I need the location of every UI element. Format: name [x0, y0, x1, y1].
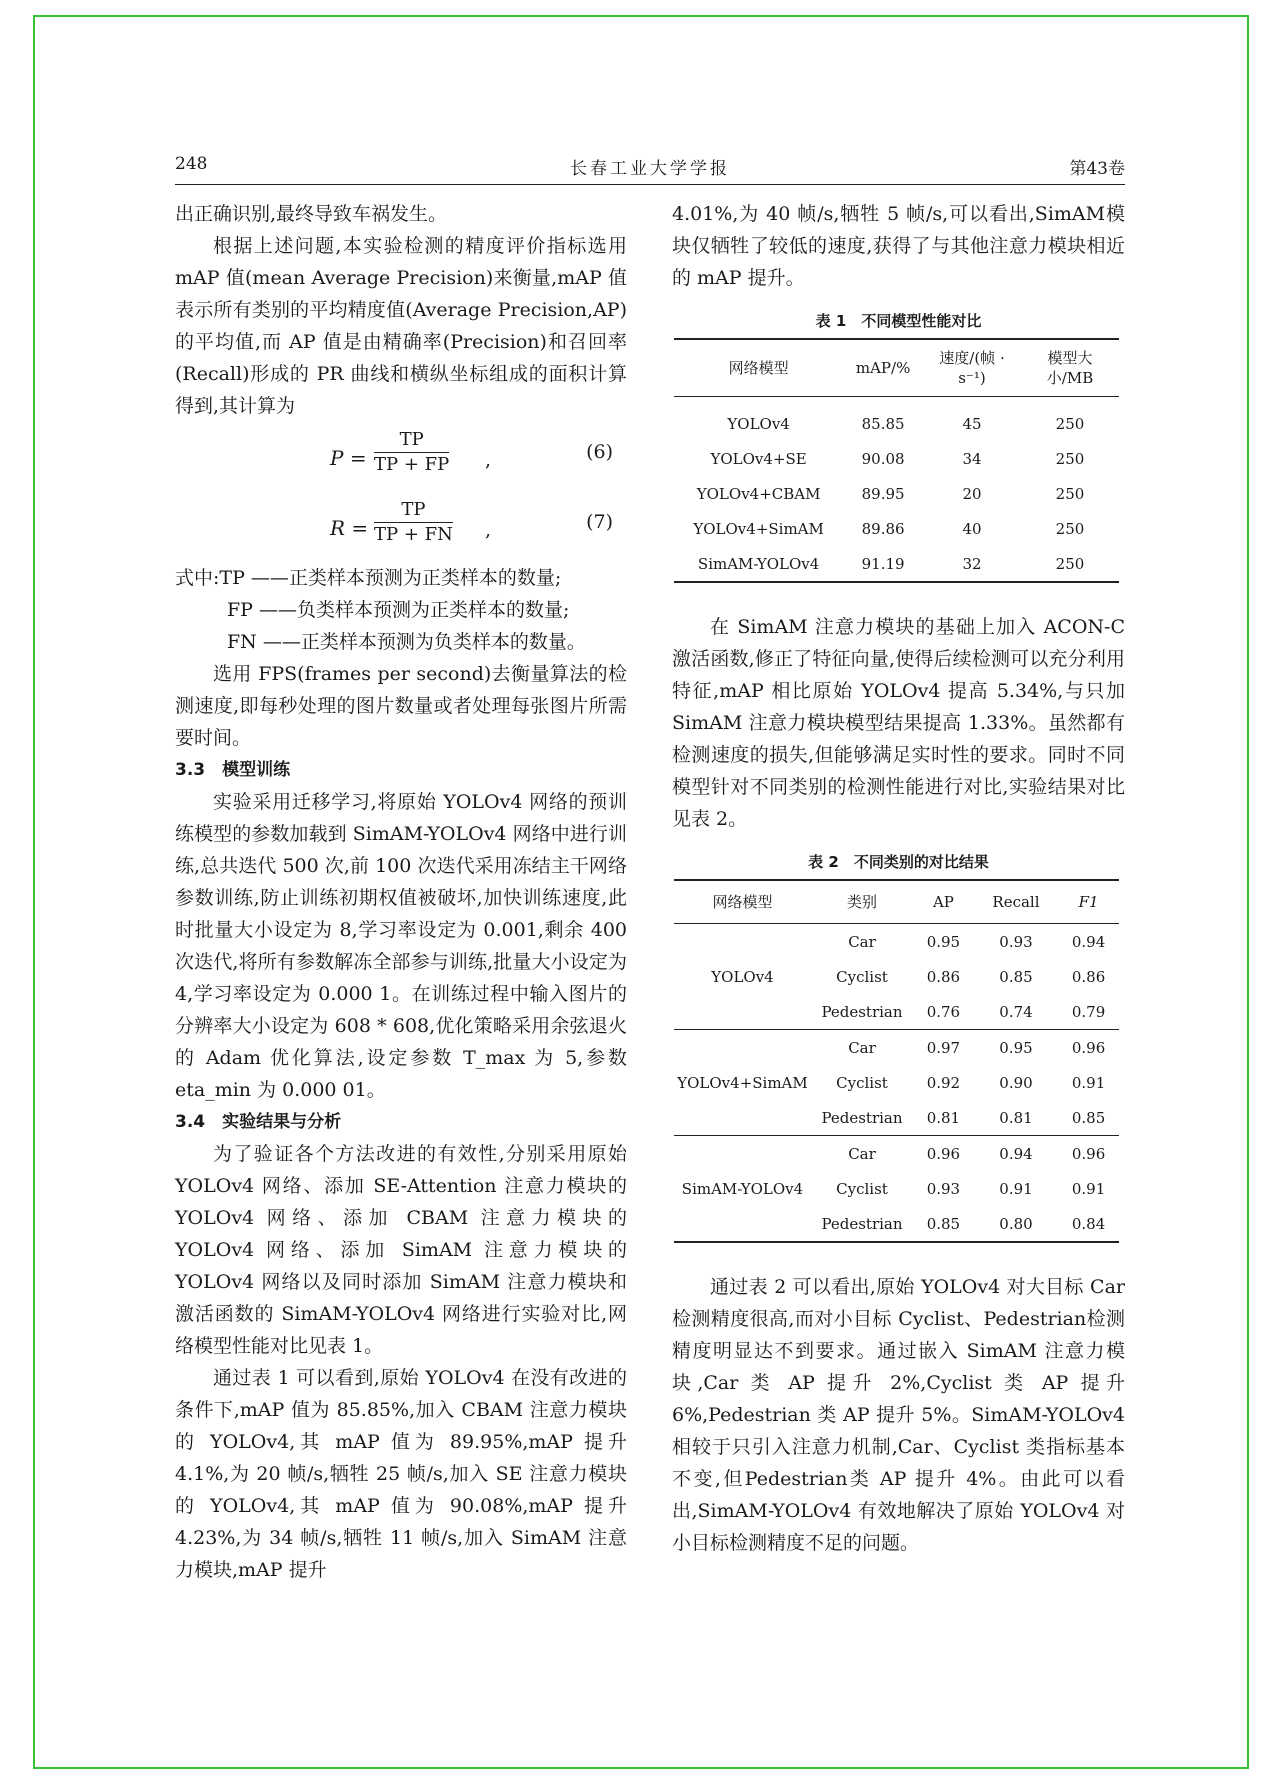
- table1-caption: 表 1 不同模型性能对比: [815, 312, 982, 330]
- table2-header: F1: [1058, 880, 1119, 924]
- paragraph: 根据上述问题,本实验检测的精度评价指标选用 mAP 值(mean Average Precision)来衡量,mAP 值表示所有类别的平均精度值(Average Precision,AP)的平均值,而 AP 值是由精确率(Precision)和召回率(Recall)形成的 PR 曲线和横纵坐标组成的面积计算得到,其计算为: [175, 235, 627, 417]
- volume-label: 第43卷: [1069, 159, 1125, 179]
- table-row: [674, 397, 1119, 442]
- table2-header: AP: [913, 880, 974, 924]
- equation-comma: ,: [485, 449, 492, 471]
- equation-comma: ,: [485, 519, 492, 541]
- table-cell: Cyclist: [836, 1179, 888, 1198]
- table-cell: 250: [1055, 484, 1085, 503]
- table-cell: Pedestrian: [821, 1214, 903, 1233]
- table-cell: 0.95: [926, 932, 961, 951]
- table-cell: Pedestrian: [811, 994, 913, 1030]
- table1: [674, 338, 1119, 583]
- table2-header: Recall: [974, 880, 1058, 924]
- table-cell: 32: [962, 554, 982, 573]
- table-cell: 0.80: [999, 1214, 1033, 1233]
- table-cell: 0.92: [926, 1073, 961, 1092]
- table2: [674, 879, 1119, 1243]
- equation-6: [175, 422, 627, 492]
- left-column: [175, 198, 627, 1586]
- definition-fp: FP ——负类样本预测为正类样本的数量;: [227, 599, 570, 621]
- table-cell: SimAM-YOLOv4: [697, 554, 820, 573]
- equation-number: (6): [586, 441, 613, 463]
- table-cell: 0.91: [1071, 1179, 1106, 1198]
- table-row: [674, 546, 1119, 582]
- table-cell: 0.93: [926, 1179, 961, 1198]
- table-cell: 0.90: [999, 1073, 1033, 1092]
- table-cell: 0.84: [1071, 1214, 1106, 1233]
- table-row: [674, 924, 1119, 960]
- variable-definitions: [175, 562, 627, 658]
- table2-header: 网络模型: [674, 880, 811, 924]
- equation-fraction: [374, 428, 449, 477]
- paragraph: 实验采用迁移学习,将原始 YOLOv4 网络的预训练模型的参数加载到 SimAM-YOLOv4 网络中进行训练,总共迭代 500 次,前 100 次迭代采用冻结主干网络参数训练,防止训练初期权值被破坏,加快训练速度,此时批量大小设定为 8,学习率设定为 0.001,剩余 400 次迭代,将所有参数解冻全部参与训练,批量大小设定为 4,学习率设定为 0.000 1。在训练过程中输入图片的分辨率大小设定为 608 * 608,优化策略采用余弦退火的 Adam 优化算法,设定参数 T_max 为 5,参数 eta_min 为 0.000 01。: [175, 791, 627, 1101]
- table-cell: 0.95: [999, 1038, 1033, 1057]
- page-number: 248: [175, 154, 208, 174]
- table-row: [674, 1030, 1119, 1066]
- table-cell: 85.85: [861, 414, 905, 433]
- table-cell: 0.96: [926, 1144, 961, 1163]
- equation-number: (7): [586, 511, 613, 533]
- table-cell: 0.85: [1058, 1100, 1119, 1136]
- paragraph: 通过表 2 可以看出,原始 YOLOv4 对大目标 Car 检测精度很高,而对小目标 Cyclist、Pedestrian检测精度明显达不到要求。通过嵌入 SimAM 注意力模块,Car 类 AP 提升 2%,Cyclist 类 AP 提升 6%,Pedestrian 类 AP 提升 5%。SimAM-YOLOv4 相较于只引入注意力机制,Car、Cyclist 类指标基本不变,但Pedestrian类 AP 提升 4%。由此可以看出,SimAM-YOLOv4 有效地解决了原始 YOLOv4 对小目标检测精度不足的问题。: [672, 1276, 1125, 1554]
- table-cell: Car: [848, 1144, 876, 1163]
- paragraph: 在 SimAM 注意力模块的基础上加入 ACON-C激活函数,修正了特征向量,使得后续检测可以充分利用特征,mAP 相比原始 YOLOv4 提高 5.34%,与只加 SimAM 注意力模块模型结果提高 1.33%。虽然都有检测速度的损失,但能够满足实时性的要求。同时不同模型针对不同类别的检测性能进行对比,实验结果对比见表 2。: [672, 616, 1125, 830]
- table-cell: 0.94: [1071, 932, 1106, 951]
- fraction-denominator: TP + FN: [374, 524, 453, 545]
- table-cell: 89.95: [861, 484, 905, 503]
- table-row: [674, 441, 1119, 476]
- table-cell: Car: [848, 932, 876, 951]
- section-heading-3-3: 3.3 模型训练: [175, 760, 291, 780]
- table-cell: Car: [848, 1038, 876, 1057]
- equation-7: [175, 492, 627, 562]
- equation-lhs: R =: [330, 516, 369, 540]
- table-cell: YOLOv4+SimAM: [693, 519, 824, 538]
- table-cell: 0.96: [1071, 1144, 1106, 1163]
- table-row: [674, 1136, 1119, 1172]
- paragraph: 4.01%,为 40 帧/s,牺牲 5 帧/s,可以看出,SimAM模块仅牺牲了较低的速度,获得了与其他注意力模块相近的 mAP 提升。: [672, 203, 1125, 289]
- paragraph: 通过表 1 可以看到,原始 YOLOv4 在没有改进的条件下,mAP 值为 85.85%,加入 CBAM 注意力模块的 YOLOv4,其 mAP 值为 89.95%,mAP 提升 4.1%,为 20 帧/s,牺牲 25 帧/s,加入 SE 注意力模块的 YOLOv4,其 mAP 值为 90.08%,mAP 提升 4.23%,为 34 帧/s,牺牲 11 帧/s,加入 SimAM 注意力模块,mAP 提升: [175, 1367, 627, 1581]
- table1-header: mAP/%: [843, 339, 923, 397]
- model-cell: YOLOv4+SimAM: [674, 1030, 811, 1136]
- table-cell: 0.81: [913, 1100, 974, 1136]
- table-cell: 20: [962, 484, 982, 503]
- table-cell: YOLOv4+SE: [710, 449, 807, 468]
- table-cell: 250: [1055, 449, 1085, 468]
- table-cell: 0.91: [1071, 1073, 1106, 1092]
- equation-fraction: [374, 498, 453, 547]
- table-cell: YOLOv4+CBAM: [696, 484, 821, 503]
- table-cell: 0.85: [999, 967, 1033, 986]
- table-cell: 0.86: [926, 967, 961, 986]
- fraction-numerator: TP: [374, 428, 449, 453]
- model-cell: YOLOv4: [674, 924, 811, 1030]
- table-cell: 89.86: [861, 519, 905, 538]
- table-row: [674, 511, 1119, 546]
- fraction-numerator: TP: [374, 498, 453, 523]
- table-cell: 0.76: [913, 994, 974, 1030]
- equation-lhs: P =: [330, 446, 367, 470]
- table-cell: 40: [962, 519, 982, 538]
- section-heading-3-4: 3.4 实验结果与分析: [175, 1112, 342, 1132]
- fraction-denominator: TP + FP: [374, 454, 450, 475]
- table-cell: 0.85: [926, 1214, 961, 1233]
- table1-header: 网络模型: [674, 339, 843, 397]
- table2-caption: 表 2 不同类别的对比结果: [808, 853, 989, 871]
- paragraph: 出正确识别,最终导致车祸发生。: [175, 203, 448, 225]
- table-cell: 0.93: [999, 932, 1033, 951]
- table-cell: 0.91: [999, 1179, 1033, 1198]
- table1-header: 模型大小/MB: [1021, 339, 1119, 397]
- table2-header: 类别: [811, 880, 913, 924]
- table-cell: 0.86: [1071, 967, 1106, 986]
- model-cell: SimAM-YOLOv4: [681, 1179, 804, 1198]
- table-cell: 0.79: [1058, 994, 1119, 1030]
- table1-header: 速度/(帧 · s⁻¹): [923, 339, 1021, 397]
- table-cell: 91.19: [861, 554, 905, 573]
- table-cell: 250: [1055, 519, 1085, 538]
- table-cell: Cyclist: [836, 967, 888, 986]
- table-cell: YOLOv4: [727, 414, 790, 433]
- table-cell: 0.94: [999, 1144, 1033, 1163]
- table-cell: Pedestrian: [811, 1100, 913, 1136]
- definition-tp: 式中:TP ——正类样本预测为正类样本的数量;: [175, 567, 562, 589]
- paragraph: 为了验证各个方法改进的有效性,分别采用原始 YOLOv4 网络、添加 SE-Attention 注意力模块的 YOLOv4 网络、添加 CBAM 注意力模块的 YOLOv4 网络、添加 SimAM 注意力模块的 YOLOv4 网络以及同时添加 SimAM 注意力模块和激活函数的 SimAM-YOLOv4 网络进行实验对比,网络模型性能对比见表 1。: [175, 1143, 627, 1357]
- table-cell: 0.96: [1071, 1038, 1106, 1057]
- table-cell: 45: [962, 414, 982, 433]
- journal-title: 长春工业大学学报: [570, 159, 730, 179]
- table-cell: 0.81: [974, 1100, 1058, 1136]
- table-cell: 250: [1055, 414, 1085, 433]
- running-header: [175, 150, 1125, 185]
- table-cell: 34: [962, 449, 982, 468]
- paragraph: 选用 FPS(frames per second)去衡量算法的检测速度,即每秒处理的图片数量或者处理每张图片所需要时间。: [175, 663, 627, 749]
- table-cell: 0.74: [974, 994, 1058, 1030]
- right-column: [672, 198, 1125, 1559]
- definition-fn: FN ——正类样本预测为负类样本的数量。: [227, 631, 586, 653]
- table-cell: Cyclist: [836, 1073, 888, 1092]
- table-cell: 250: [1055, 554, 1085, 573]
- table-row: [674, 476, 1119, 511]
- table-cell: 0.97: [926, 1038, 961, 1057]
- table-cell: 90.08: [861, 449, 905, 468]
